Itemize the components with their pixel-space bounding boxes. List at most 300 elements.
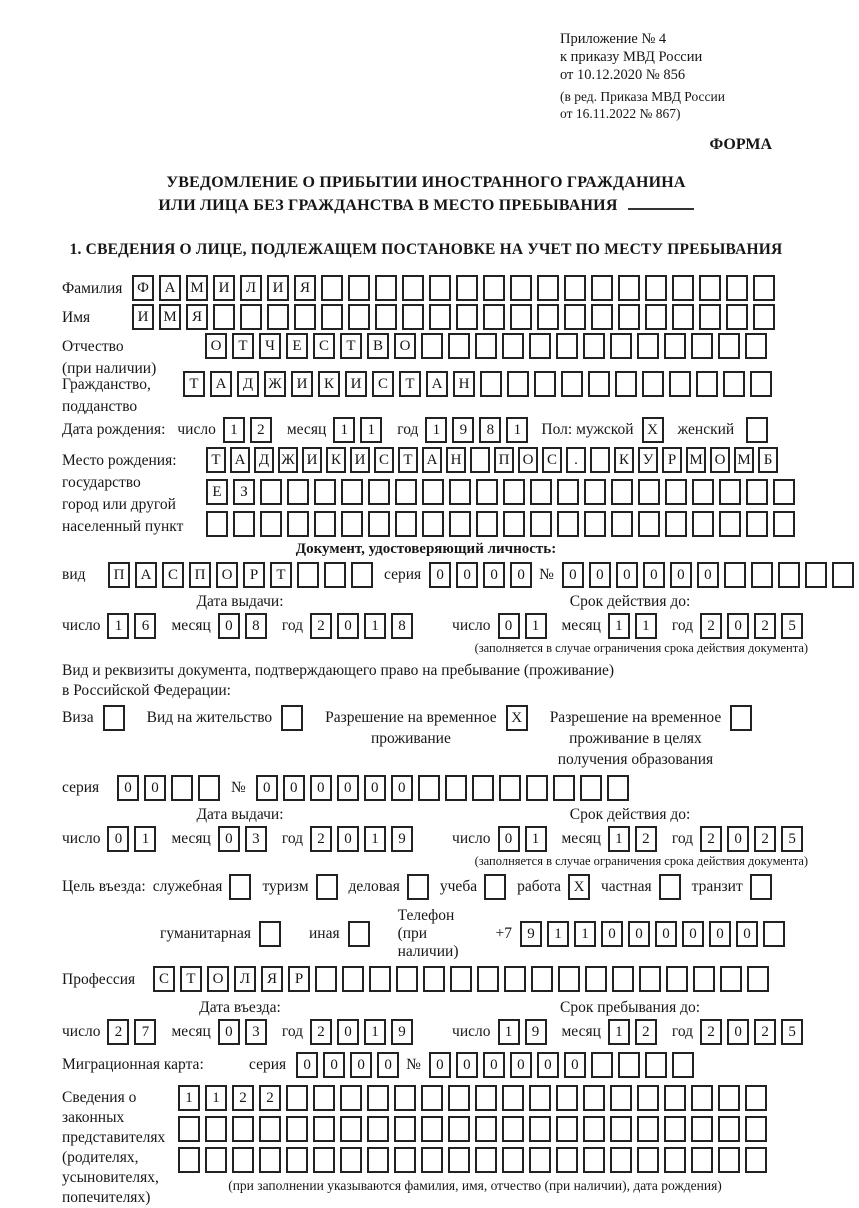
year-label: год [671, 617, 694, 634]
form-cell [341, 511, 363, 537]
form-cell [470, 447, 490, 473]
profession-row [62, 966, 790, 992]
form-cell: 2 [232, 1085, 254, 1111]
form-cell [395, 511, 417, 537]
annex-line: к приказу МВД России [560, 49, 703, 65]
form-cell: С [372, 371, 394, 397]
form-cell [664, 333, 686, 359]
form-cell [672, 275, 694, 301]
form-cell [286, 1147, 308, 1173]
residence-series-label: серия [62, 779, 100, 796]
form-cell: М [186, 275, 208, 301]
form-cell [394, 1085, 416, 1111]
form-cell: И [345, 371, 367, 397]
form-cell [637, 1085, 659, 1111]
form-cell [751, 562, 773, 588]
form-cell [669, 371, 691, 397]
form-cell: 5 [781, 1019, 803, 1045]
residence-number-label: № [231, 779, 246, 796]
form-cell [340, 1147, 362, 1173]
option-label: Разрешение на временное проживание [325, 709, 497, 747]
identity-doc-dates [62, 593, 809, 656]
form-cell [638, 511, 660, 537]
form-cell: 2 [700, 613, 722, 639]
form-cell: Т [183, 371, 205, 397]
form-cell [773, 479, 795, 505]
month-label: месяц [561, 830, 601, 847]
month-label: месяц [286, 421, 327, 438]
form-cell [537, 304, 559, 330]
form-cell [745, 333, 767, 359]
month-label: месяц [171, 830, 211, 847]
form-cell [763, 921, 785, 947]
form-cell: Н [446, 447, 466, 473]
purpose-study-label: учеба [439, 878, 478, 895]
form-cell [665, 511, 687, 537]
form-cell [314, 479, 336, 505]
form-cell [421, 1085, 443, 1111]
form-cell [368, 511, 390, 537]
form-cell [287, 511, 309, 537]
form-cell [718, 1147, 740, 1173]
form-cell [745, 1147, 767, 1173]
form-cell [672, 1052, 694, 1078]
phone-prefix: +7 [495, 925, 512, 942]
form-cell: 0 [736, 921, 758, 947]
form-cell [719, 479, 741, 505]
form-cell: 0 [562, 562, 584, 588]
form-cell: 2 [635, 826, 657, 852]
form-cell: 1 [608, 613, 630, 639]
form-cell [645, 275, 667, 301]
residence-permit-checkbox [281, 705, 303, 731]
form-cell: П [108, 562, 130, 588]
form-cell [557, 479, 579, 505]
residence-number-cells [256, 775, 634, 801]
form-cell: О [216, 562, 238, 588]
entry-day-cells [107, 1019, 161, 1045]
birth-place-row-1 [206, 447, 800, 473]
form-cell: П [189, 562, 211, 588]
form-cell: И [132, 304, 154, 330]
form-cell [529, 1085, 551, 1111]
purpose-work-label: работа [517, 878, 561, 895]
residence-series-cells [117, 775, 225, 801]
form-cell [745, 1085, 767, 1111]
purpose-work-checkbox: X [568, 874, 590, 900]
form-cell [367, 1116, 389, 1142]
month-label: месяц [171, 1023, 211, 1040]
form-cell [530, 511, 552, 537]
form-cell [348, 304, 370, 330]
form-cell: И [302, 447, 322, 473]
form-cell: А [230, 447, 250, 473]
form-cell: 2 [310, 826, 332, 852]
form-cell [313, 1147, 335, 1173]
birth-date-label: Дата рождения: [62, 421, 166, 438]
form-cell: Р [243, 562, 265, 588]
form-cell: 0 [323, 1052, 345, 1078]
form-cell: Б [758, 447, 778, 473]
form-cell [726, 304, 748, 330]
form-cell: М [734, 447, 754, 473]
form-cell: 0 [337, 613, 359, 639]
form-cell: 0 [256, 775, 278, 801]
form-cell: 0 [697, 562, 719, 588]
form-cell: 0 [429, 1052, 451, 1078]
birth-day-cells [223, 417, 277, 443]
form-cell [529, 333, 551, 359]
form-cell [672, 304, 694, 330]
form-cell [556, 1085, 578, 1111]
form-cell [607, 775, 629, 801]
form-cell [448, 1116, 470, 1142]
form-cell [449, 511, 471, 537]
option-label: Виза [62, 709, 94, 726]
form-cell: М [686, 447, 706, 473]
entry-date-heading: Дата въезда: [199, 999, 281, 1016]
form-cell [665, 479, 687, 505]
birth-date-row [62, 417, 790, 443]
day-label: число [452, 1023, 491, 1040]
patronymic-sublabel: (при наличии) [62, 360, 157, 377]
purpose-study-checkbox [484, 874, 506, 900]
purpose-private-checkbox [659, 874, 681, 900]
form-cell: Ч [259, 333, 281, 359]
form-cell [368, 479, 390, 505]
form-cell [564, 304, 586, 330]
form-cell: 2 [250, 417, 272, 443]
form-cell: М [159, 304, 181, 330]
form-cell [612, 966, 634, 992]
form-cell [832, 562, 854, 588]
form-cell [588, 371, 610, 397]
valid-day-cells [498, 826, 552, 852]
form-cell: 8 [479, 417, 501, 443]
form-cell [720, 966, 742, 992]
form-cell [557, 511, 579, 537]
form-cell [747, 966, 769, 992]
identity-doc-heading: Документ, удостоверяющий личность: [295, 541, 557, 557]
form-cell: 1 [525, 613, 547, 639]
form-cell [693, 966, 715, 992]
form-cell: О [710, 447, 730, 473]
form-cell [637, 1116, 659, 1142]
valid-month-cells [608, 826, 662, 852]
form-cell [610, 1147, 632, 1173]
form-cell [723, 371, 745, 397]
purpose-official-checkbox [229, 874, 251, 900]
form-cell [664, 1085, 686, 1111]
form-cell [746, 511, 768, 537]
form-cell: 8 [245, 613, 267, 639]
form-cell [402, 304, 424, 330]
form-cell: . [566, 447, 586, 473]
form-cell: 8 [391, 613, 413, 639]
form-cell: 2 [700, 1019, 722, 1045]
form-cell [348, 275, 370, 301]
stay-day-cells [498, 1019, 552, 1045]
form-cell: 0 [643, 562, 665, 588]
form-cell: Р [662, 447, 682, 473]
form-cell [534, 371, 556, 397]
form-cell [691, 1116, 713, 1142]
form-cell: 0 [628, 921, 650, 947]
form-cell: 2 [754, 613, 776, 639]
valid-until-heading: Срок действия до: [569, 806, 691, 823]
form-cell [448, 1147, 470, 1173]
identity-doc-row [62, 562, 790, 588]
form-cell: 0 [537, 1052, 559, 1078]
form-cell: О [205, 333, 227, 359]
form-cell [666, 966, 688, 992]
edition-line: (в ред. Приказа МВД России [560, 89, 725, 104]
year-label: год [281, 617, 304, 634]
form-cell: Т [206, 447, 226, 473]
form-cell: К [614, 447, 634, 473]
form-cell: 9 [525, 1019, 547, 1045]
doc-kind-cells [108, 562, 378, 588]
form-cell: К [326, 447, 346, 473]
form-cell: 1 [205, 1085, 227, 1111]
form-cell [699, 304, 721, 330]
form-cell: 0 [498, 613, 520, 639]
form-cell [445, 775, 467, 801]
birth-place-row-2 [206, 479, 800, 505]
form-cell [421, 333, 443, 359]
migration-series-cells [296, 1052, 404, 1078]
form-cell [286, 1116, 308, 1142]
form-cell [499, 775, 521, 801]
form-cell [475, 1116, 497, 1142]
representatives-row-3 [178, 1147, 772, 1173]
form-cell [205, 1116, 227, 1142]
annex-line: от 10.12.2020 № 856 [560, 67, 686, 83]
issue-date-heading: Дата выдачи: [196, 593, 284, 610]
form-cell [564, 275, 586, 301]
form-cell [691, 333, 713, 359]
form-cell [638, 479, 660, 505]
form-cell [692, 511, 714, 537]
form-cell [341, 479, 363, 505]
form-cell [472, 775, 494, 801]
form-cell: 2 [107, 1019, 129, 1045]
year-label: год [281, 1023, 304, 1040]
form-cell [615, 371, 637, 397]
purpose-other-label: иная [308, 925, 340, 942]
form-cell: Я [294, 275, 316, 301]
form-cell: 0 [117, 775, 139, 801]
birth-place-row-3 [206, 511, 800, 537]
form-cell [394, 1147, 416, 1173]
form-cell [294, 304, 316, 330]
patronymic-label: Отчество (при наличии) [62, 333, 205, 380]
form-cell: 0 [337, 826, 359, 852]
form-cell: 0 [727, 826, 749, 852]
sex-female-label: женский [677, 421, 735, 438]
form-cell: 1 [498, 1019, 520, 1045]
representatives-rows [178, 1085, 772, 1194]
form-cell: О [207, 966, 229, 992]
stay-until-col [452, 999, 808, 1045]
option-visa [62, 705, 125, 731]
form-cell: 0 [364, 775, 386, 801]
form-cell: П [494, 447, 514, 473]
form-cell: 0 [498, 826, 520, 852]
form-cell [719, 511, 741, 537]
form-cell: 1 [178, 1085, 200, 1111]
form-cell [696, 371, 718, 397]
option-label: Вид на жительство [146, 709, 273, 726]
form-cell [664, 1147, 686, 1173]
form-cell [556, 333, 578, 359]
form-cell [205, 1147, 227, 1173]
representatives-block [62, 1085, 790, 1208]
form-cell: К [318, 371, 340, 397]
form-cell: Е [206, 479, 228, 505]
birth-place-block [62, 447, 790, 538]
entry-year-cells [310, 1019, 418, 1045]
issue-day-cells [107, 613, 161, 639]
form-cell [502, 1085, 524, 1111]
form-cell [429, 304, 451, 330]
form-cell [480, 371, 502, 397]
form-cell [286, 1085, 308, 1111]
form-cell [510, 275, 532, 301]
title-blank-line [628, 194, 694, 210]
form-cell [778, 562, 800, 588]
form-cell: 0 [682, 921, 704, 947]
form-cell: 1 [608, 826, 630, 852]
form-cell [475, 333, 497, 359]
form-cell [645, 304, 667, 330]
form-cell: 1 [525, 826, 547, 852]
form-cell [395, 479, 417, 505]
form-cell: С [153, 966, 175, 992]
form-cell: 0 [483, 562, 505, 588]
representatives-row-1 [178, 1085, 772, 1111]
doc-series-cells [429, 562, 537, 588]
name-cells [132, 304, 780, 330]
form-cell: 0 [483, 1052, 505, 1078]
form-cell [232, 1116, 254, 1142]
entry-stay-dates [62, 999, 796, 1045]
form-cell: 9 [520, 921, 542, 947]
form-cell [402, 275, 424, 301]
form-cell [475, 1147, 497, 1173]
form-cell [642, 371, 664, 397]
identity-issue-col [62, 593, 418, 639]
annex-header [560, 30, 790, 122]
migration-number-cells [429, 1052, 699, 1078]
form-cell [450, 966, 472, 992]
form-cell [448, 333, 470, 359]
form-cell [510, 304, 532, 330]
visit-purpose-row-2 [160, 907, 790, 961]
residence-intro-2: в Российской Федерации: [62, 682, 231, 699]
form-cell: И [213, 275, 235, 301]
migration-number-label: № [406, 1056, 421, 1073]
form-cell: 1 [425, 417, 447, 443]
form-cell: Р [288, 966, 310, 992]
form-cell [584, 479, 606, 505]
edition-note [560, 88, 790, 122]
form-cell [718, 1085, 740, 1111]
form-cell [746, 479, 768, 505]
form-cell: 5 [781, 826, 803, 852]
form-cell [342, 966, 364, 992]
migration-series-label: серия [249, 1056, 287, 1073]
form-cell: 0 [709, 921, 731, 947]
form-cell [456, 275, 478, 301]
form-cell [610, 333, 632, 359]
form-cell [178, 1116, 200, 1142]
form-cell [805, 562, 827, 588]
form-cell [476, 511, 498, 537]
form-cell: 2 [259, 1085, 281, 1111]
form-cell: 0 [218, 826, 240, 852]
form-cell [422, 479, 444, 505]
form-cell [206, 511, 228, 537]
form-cell: Т [180, 966, 202, 992]
form-cell [324, 562, 346, 588]
form-cell [367, 1147, 389, 1173]
form-cell: Т [340, 333, 362, 359]
form-cell: 0 [337, 775, 359, 801]
form-cell [718, 1116, 740, 1142]
form-cell: 0 [564, 1052, 586, 1078]
temp-residence-checkbox: X [506, 705, 528, 731]
form-cell: Д [254, 447, 274, 473]
form-cell: Т [232, 333, 254, 359]
profession-label: Профессия [62, 971, 136, 988]
form-cell [583, 1147, 605, 1173]
form-cell [178, 1147, 200, 1173]
form-cell: 0 [218, 1019, 240, 1045]
name-label: Имя [62, 309, 91, 326]
form-cell [369, 966, 391, 992]
edition-line: от 16.11.2022 № 867) [560, 106, 681, 121]
form-cell [483, 275, 505, 301]
validity-note: (заполняется в случае ограничения срока действия документа) [474, 854, 809, 868]
form-cell: 0 [727, 1019, 749, 1045]
form-cell: Я [261, 966, 283, 992]
form-cell [313, 1116, 335, 1142]
form-cell [477, 966, 499, 992]
form-cell: Т [398, 447, 418, 473]
form-cell [476, 479, 498, 505]
form-cell [456, 304, 478, 330]
surname-cells [132, 275, 780, 301]
form-cell [591, 1052, 613, 1078]
form-cell: 2 [754, 826, 776, 852]
citizenship-cells [183, 371, 777, 397]
form-cell: 0 [429, 562, 451, 588]
citizenship-sublabel: подданство [62, 398, 138, 415]
form-cell [526, 775, 548, 801]
birth-month-cells [333, 417, 387, 443]
year-label: год [671, 830, 694, 847]
form-cell: 2 [700, 826, 722, 852]
issue-date-heading: Дата выдачи: [196, 806, 284, 823]
form-cell [773, 511, 795, 537]
form-cell: 1 [608, 1019, 630, 1045]
form-cell: 0 [589, 562, 611, 588]
day-label: число [452, 617, 491, 634]
citizenship-row [62, 371, 790, 415]
form-cell [537, 275, 559, 301]
form-cell [645, 1052, 667, 1078]
